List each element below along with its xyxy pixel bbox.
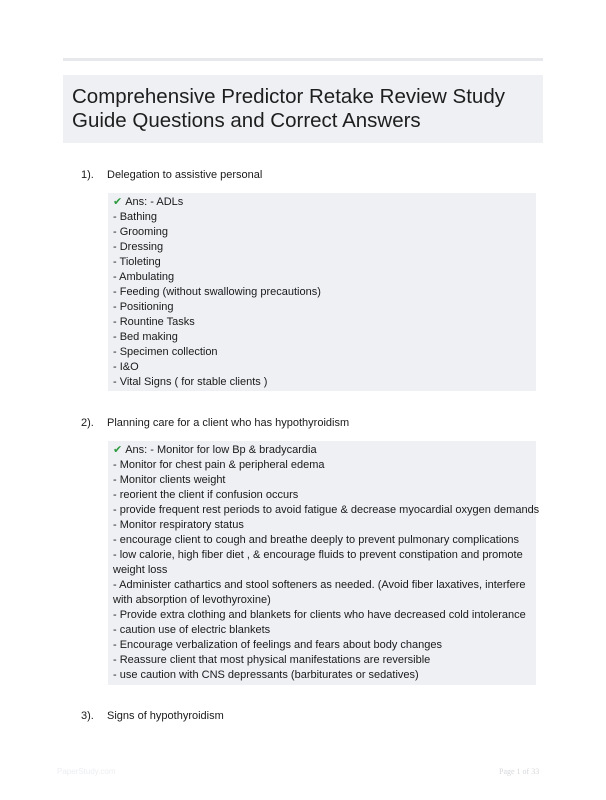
answer-line: - Tioleting xyxy=(113,256,161,268)
answer-line: - Rountine Tasks xyxy=(113,316,195,328)
checkmark-icon: ✔ xyxy=(113,196,123,208)
answer-line: - Encourage verbalization of feelings and fears about body changes xyxy=(113,639,442,651)
answer-line: - Reassure client that most physical manifestations are reversible xyxy=(113,654,431,666)
answer-line: ✔ Ans: - Monitor for low Bp & bradycardia xyxy=(113,444,317,456)
answer-box-2 xyxy=(108,441,540,685)
answer-line: - reorient the client if confusion occurs xyxy=(113,489,299,501)
answer-line: - low calorie, high fiber diet , & encourage fluids to prevent constipation and promote weight loss xyxy=(113,549,523,576)
question-1 xyxy=(81,168,262,182)
footer-watermark: PaperStudy.com xyxy=(57,767,116,776)
page-number: Page 1 of 33 xyxy=(499,767,540,776)
question-2 xyxy=(81,416,349,430)
answer-line: - Provide extra clothing and blankets for clients who have decreased cold intolerance xyxy=(113,609,526,621)
answer-line: - Feeding (without swallowing precautions) xyxy=(113,286,321,298)
question-text: Signs of hypothyroidism xyxy=(107,710,224,722)
answer-line: ✔ Ans: - ADLs xyxy=(113,196,184,208)
answer-line: - Dressing xyxy=(113,241,164,253)
answer-line: - Monitor for chest pain & peripheral edema xyxy=(113,459,325,471)
top-divider xyxy=(63,58,543,61)
question-number: 2). xyxy=(81,417,94,429)
answer-line: - provide frequent rest periods to avoid fatigue & decrease myocardial oxygen demands xyxy=(113,504,540,516)
question-number: 3). xyxy=(81,710,94,722)
answer-line: - Monitor clients weight xyxy=(113,474,226,486)
answer-line: - Vital Signs ( for stable clients ) xyxy=(113,376,268,388)
question-text: Planning care for a client who has hypothyroidism xyxy=(107,417,350,429)
title-banner xyxy=(63,75,543,143)
answer-line: - caution use of electric blankets xyxy=(113,624,271,636)
answer-line: - encourage client to cough and breathe deeply to prevent pulmonary complications xyxy=(113,534,520,546)
answer-line: - Bed making xyxy=(113,331,178,343)
question-text: Delegation to assistive personal xyxy=(107,169,263,181)
answer-line: - Grooming xyxy=(113,226,169,238)
answer-line: - Ambulating xyxy=(113,271,175,283)
answer-line: - Positioning xyxy=(113,301,174,313)
question-number: 1). xyxy=(81,169,94,181)
answer-line: - Bathing xyxy=(113,211,158,223)
answer-line: - Administer cathartics and stool softeners as needed. (Avoid fiber laxatives, interfere with absorption of levothyroxine) xyxy=(113,579,526,606)
checkmark-icon: ✔ xyxy=(113,444,123,456)
answer-line: - use caution with CNS depressants (barbiturates or sedatives) xyxy=(113,669,419,681)
question-3 xyxy=(81,709,224,723)
answer-box-1 xyxy=(108,193,536,391)
answer-line: - Monitor respiratory status xyxy=(113,519,244,531)
answer-line: - I&O xyxy=(113,361,139,373)
page-title: Comprehensive Predictor Retake Review Study Guide Questions and Correct Answers xyxy=(72,85,505,132)
answer-line: - Specimen collection xyxy=(113,346,218,358)
